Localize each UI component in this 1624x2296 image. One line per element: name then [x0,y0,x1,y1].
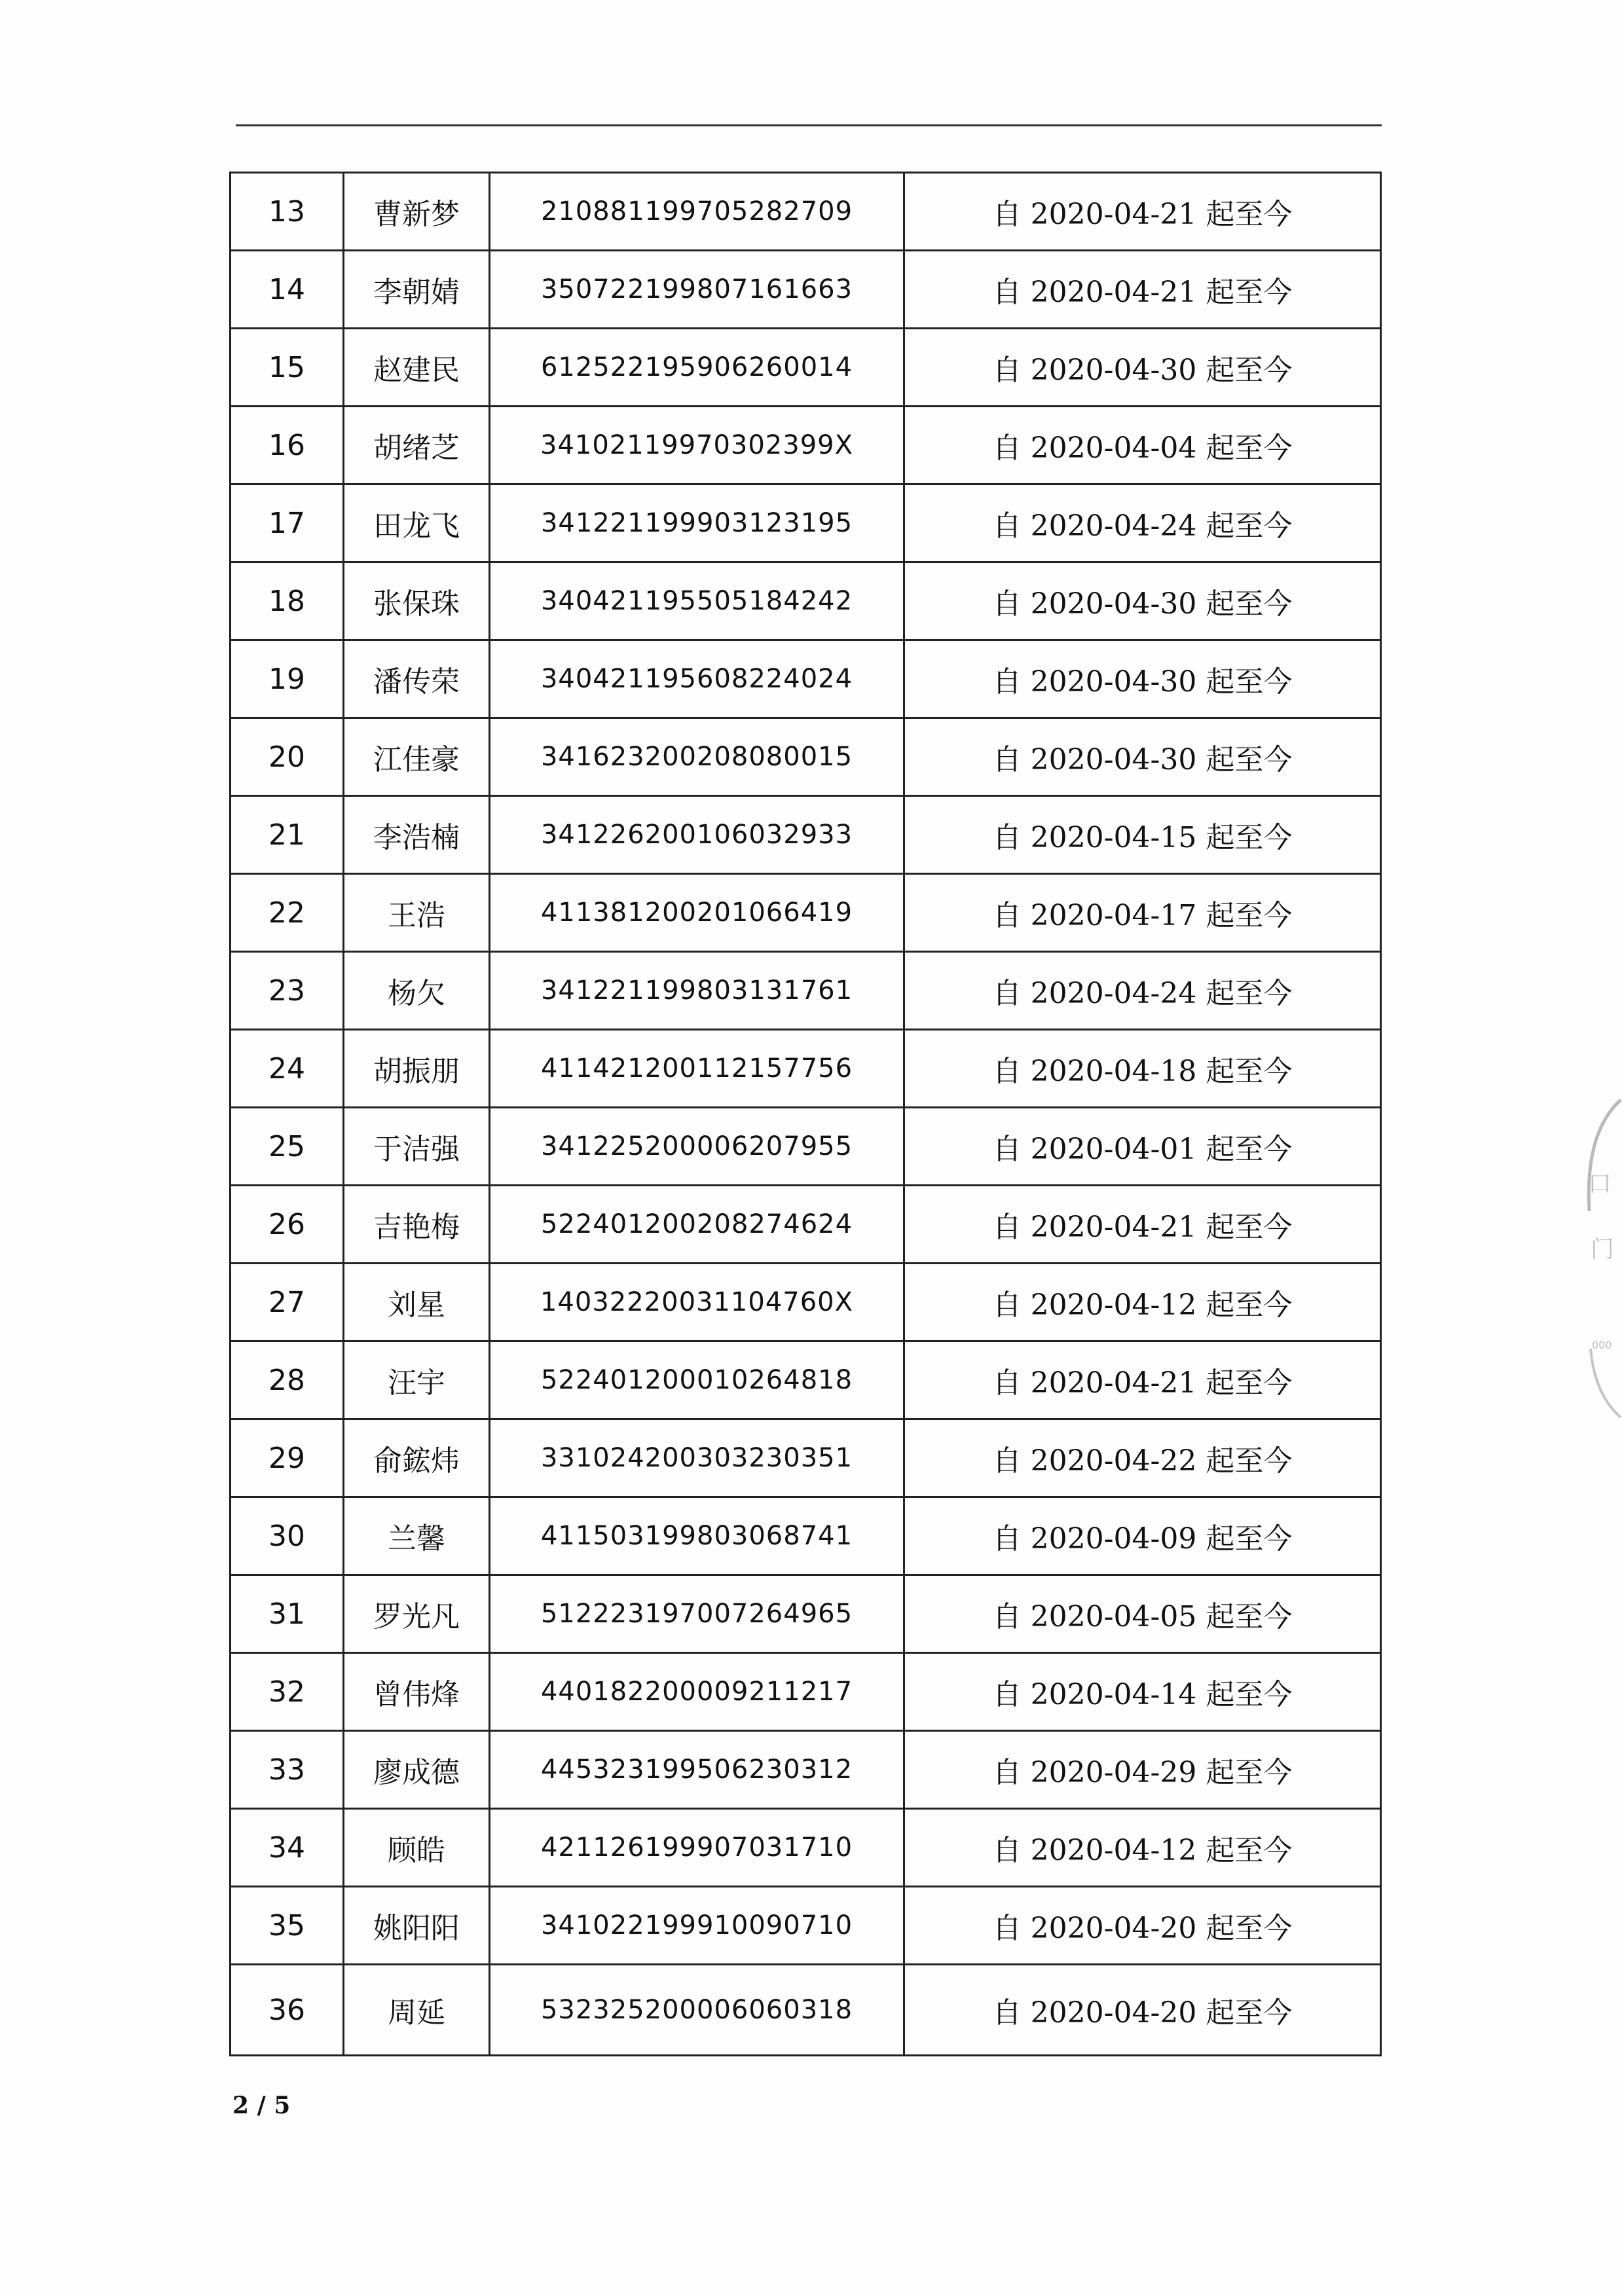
row-name: 江佳豪 [344,718,490,796]
row-id-number: 522401200010264818 [490,1341,904,1419]
row-period: 自 2020-04-17 起至今 [904,874,1381,952]
row-period: 自 2020-04-21 起至今 [904,1186,1381,1264]
row-number: 24 [231,1030,344,1108]
row-id-number: 340421195608224024 [490,640,904,718]
table-row [231,796,1381,874]
row-period: 自 2020-04-24 起至今 [904,952,1381,1030]
row-id-number: 440182200009211217 [490,1653,904,1731]
row-number: 35 [231,1887,344,1965]
row-number: 17 [231,484,344,562]
row-name: 吉艳梅 [344,1186,490,1264]
row-id-number: 14032220031104760X [490,1264,904,1341]
row-name: 罗光凡 [344,1575,490,1653]
row-number: 23 [231,952,344,1030]
table-row [231,1264,1381,1341]
row-period: 自 2020-04-24 起至今 [904,484,1381,562]
row-period: 自 2020-04-30 起至今 [904,329,1381,407]
personnel-table [229,172,1382,2056]
table-row [231,640,1381,718]
table-row [231,173,1381,251]
row-id-number: 34102119970302399X [490,407,904,484]
row-name: 汪宇 [344,1341,490,1419]
row-id-number: 612522195906260014 [490,329,904,407]
table-row [231,1419,1381,1497]
table-row [231,484,1381,562]
row-id-number: 331024200303230351 [490,1419,904,1497]
row-id-number: 411503199803068741 [490,1497,904,1575]
row-period: 自 2020-04-04 起至今 [904,407,1381,484]
table-row [231,1653,1381,1731]
row-name: 姚阳阳 [344,1887,490,1965]
svg-text:口: 口 [1588,1171,1612,1197]
table-row [231,952,1381,1030]
row-name: 曹新梦 [344,173,490,251]
row-id-number: 522401200208274624 [490,1186,904,1264]
row-number: 33 [231,1731,344,1809]
table-row [231,1575,1381,1653]
row-id-number: 340421195505184242 [490,562,904,640]
row-period: 自 2020-04-01 起至今 [904,1108,1381,1186]
table-row [231,1341,1381,1419]
row-number: 29 [231,1419,344,1497]
row-name: 顾皓 [344,1809,490,1887]
row-number: 16 [231,407,344,484]
row-id-number: 341225200006207955 [490,1108,904,1186]
table-row [231,1887,1381,1965]
row-number: 32 [231,1653,344,1731]
row-period: 自 2020-04-21 起至今 [904,251,1381,329]
table-row [231,1108,1381,1186]
table-row [231,1030,1381,1108]
row-period: 自 2020-04-09 起至今 [904,1497,1381,1575]
row-name: 王浩 [344,874,490,952]
row-name: 李朝婧 [344,251,490,329]
row-period: 自 2020-04-20 起至今 [904,1965,1381,2056]
table-row [231,1809,1381,1887]
row-name: 刘星 [344,1264,490,1341]
row-period: 自 2020-04-30 起至今 [904,640,1381,718]
row-id-number: 411381200201066419 [490,874,904,952]
table-row [231,874,1381,952]
row-number: 34 [231,1809,344,1887]
row-name: 俞鋐炜 [344,1419,490,1497]
row-number: 18 [231,562,344,640]
row-period: 自 2020-04-21 起至今 [904,173,1381,251]
row-number: 21 [231,796,344,874]
row-period: 自 2020-04-30 起至今 [904,718,1381,796]
row-name: 廖成德 [344,1731,490,1809]
row-id-number: 341022199910090710 [490,1887,904,1965]
row-period: 自 2020-04-05 起至今 [904,1575,1381,1653]
row-number: 15 [231,329,344,407]
row-period: 自 2020-04-20 起至今 [904,1887,1381,1965]
row-id-number: 210881199705282709 [490,173,904,251]
row-name: 胡振朋 [344,1030,490,1108]
row-name: 周延 [344,1965,490,2056]
row-name: 胡绪芝 [344,407,490,484]
svg-text:000: 000 [1592,1339,1612,1351]
row-id-number: 350722199807161663 [490,251,904,329]
table-row [231,407,1381,484]
row-number: 30 [231,1497,344,1575]
personnel-table-body [231,173,1381,2056]
svg-text:门: 门 [1591,1236,1615,1263]
row-name: 杨欠 [344,952,490,1030]
row-number: 14 [231,251,344,329]
row-id-number: 341623200208080015 [490,718,904,796]
row-id-number: 445323199506230312 [490,1731,904,1809]
row-number: 20 [231,718,344,796]
header-rule [236,124,1382,126]
row-period: 自 2020-04-22 起至今 [904,1419,1381,1497]
row-period: 自 2020-04-12 起至今 [904,1809,1381,1887]
row-name: 于洁强 [344,1108,490,1186]
table-row [231,251,1381,329]
row-period: 自 2020-04-21 起至今 [904,1341,1381,1419]
row-number: 31 [231,1575,344,1653]
row-id-number: 421126199907031710 [490,1809,904,1887]
row-number: 25 [231,1108,344,1186]
row-period: 自 2020-04-12 起至今 [904,1264,1381,1341]
row-name: 田龙飞 [344,484,490,562]
row-name: 张保珠 [344,562,490,640]
table-row [231,1965,1381,2056]
table-row [231,562,1381,640]
row-number: 36 [231,1965,344,2056]
row-name: 曾伟烽 [344,1653,490,1731]
row-id-number: 341221199903123195 [490,484,904,562]
table-row [231,1186,1381,1264]
row-number: 19 [231,640,344,718]
row-number: 22 [231,874,344,952]
row-period: 自 2020-04-14 起至今 [904,1653,1381,1731]
row-name: 潘传荣 [344,640,490,718]
row-id-number: 532325200006060318 [490,1965,904,2056]
row-period: 自 2020-04-18 起至今 [904,1030,1381,1108]
row-id-number: 341226200106032933 [490,796,904,874]
row-id-number: 512223197007264965 [490,1575,904,1653]
table-row [231,718,1381,796]
row-id-number: 411421200112157756 [490,1030,904,1108]
page-number: 2 / 5 [232,2092,291,2119]
row-name: 兰馨 [344,1497,490,1575]
row-period: 自 2020-04-15 起至今 [904,796,1381,874]
row-period: 自 2020-04-29 起至今 [904,1731,1381,1809]
table-row [231,329,1381,407]
row-name: 李浩楠 [344,796,490,874]
row-period: 自 2020-04-30 起至今 [904,562,1381,640]
table-row [231,1731,1381,1809]
row-id-number: 341221199803131761 [490,952,904,1030]
stamp-fragment [1581,1087,1624,1427]
row-number: 13 [231,173,344,251]
row-number: 27 [231,1264,344,1341]
row-name: 赵建民 [344,329,490,407]
row-number: 28 [231,1341,344,1419]
row-number: 26 [231,1186,344,1264]
table-row [231,1497,1381,1575]
